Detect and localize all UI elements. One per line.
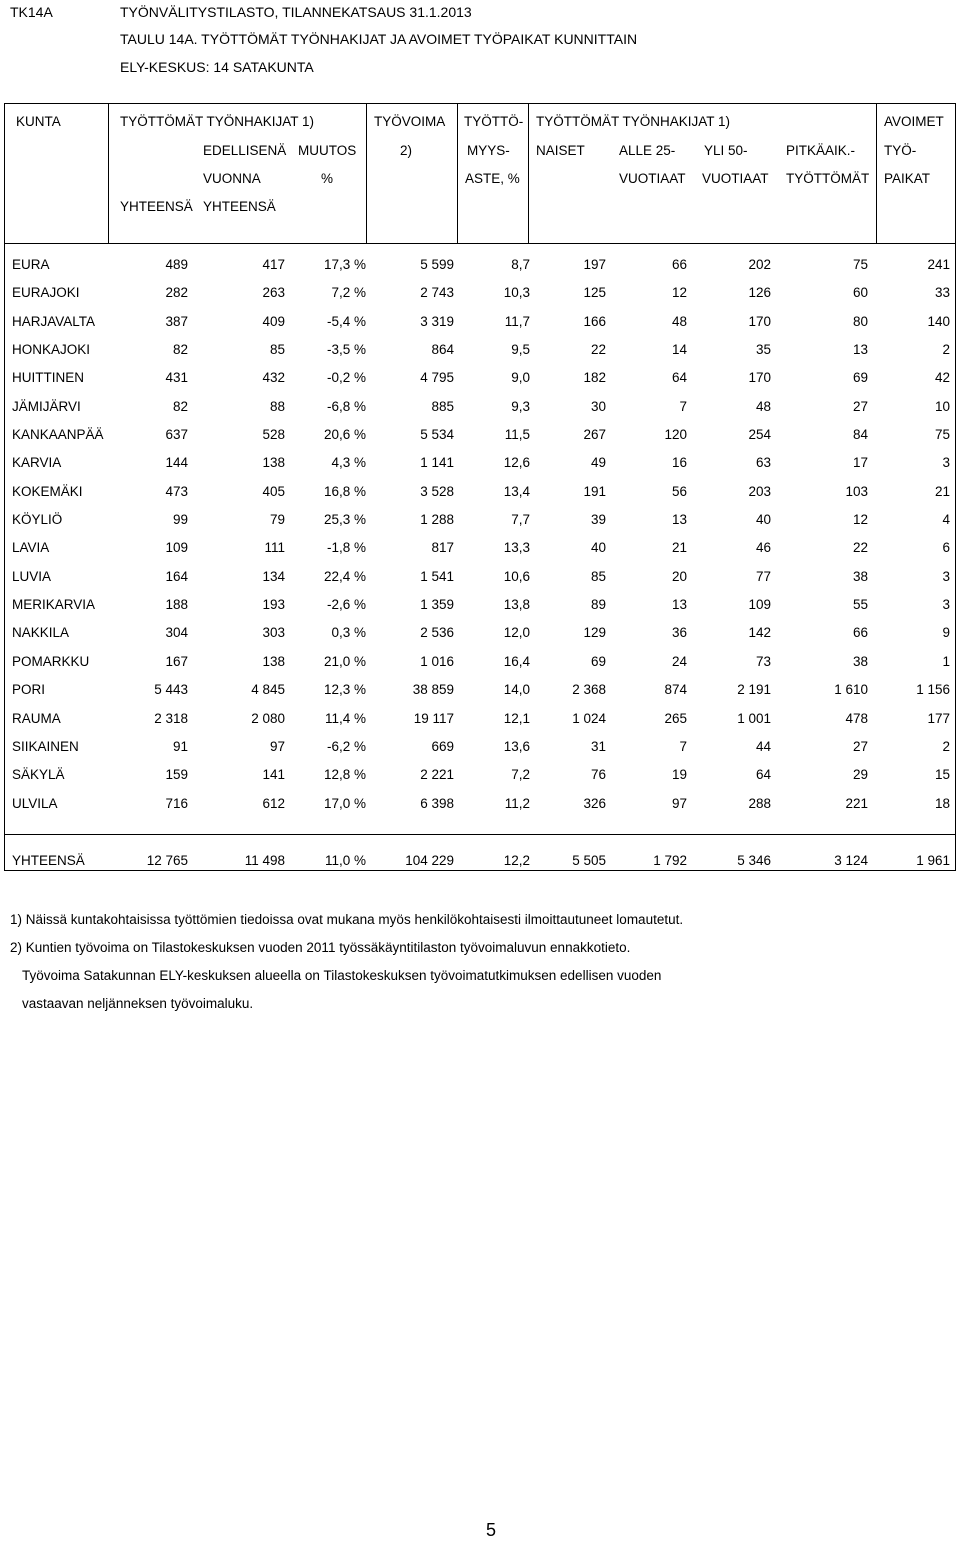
table-cell: 1 792 <box>653 853 687 868</box>
table-cell: 125 <box>583 285 606 301</box>
table-cell: 13,3 <box>503 540 530 556</box>
table-cell: 166 <box>583 313 606 329</box>
table-cell: 12,2 <box>503 853 530 868</box>
table-row <box>4 393 956 421</box>
table-cell: 11,4 % <box>324 710 366 726</box>
table-row <box>4 336 956 364</box>
table-cell: 15 <box>934 767 950 783</box>
table-cell: 4,3 % <box>331 455 366 471</box>
table-cell: 7,2 <box>511 767 530 783</box>
kunta-name: EURA <box>12 257 50 272</box>
table-cell: 0,3 % <box>331 625 366 641</box>
table-cell: 2 191 <box>737 682 771 698</box>
table-cell: 17,0 % <box>323 795 366 811</box>
table-cell: 16,8 % <box>323 483 366 499</box>
footnote-2-continued-end: vastaavan neljänneksen työvoimaluku. <box>22 996 254 1011</box>
table-cell: 89 <box>590 597 606 613</box>
kunta-name: LAVIA <box>12 540 50 556</box>
table-row <box>4 279 956 307</box>
header-naiset: NAISET <box>536 143 585 158</box>
table-row <box>4 534 956 562</box>
header-separator <box>4 243 956 244</box>
table-cell: 64 <box>671 370 687 386</box>
table-row <box>4 506 956 534</box>
table-cell: 12,8 % <box>323 767 366 783</box>
table-cell: 69 <box>590 653 606 669</box>
column-divider <box>876 103 877 243</box>
table-cell: 20,6 % <box>323 427 366 443</box>
page-number: 5 <box>486 1520 497 1540</box>
table-cell: 288 <box>748 795 771 811</box>
table-cell: 42 <box>934 370 950 386</box>
kunta-name: YHTEENSÄ <box>12 853 85 868</box>
table-cell: 2 743 <box>420 285 454 301</box>
table-cell: 40 <box>755 512 771 528</box>
table-cell: 177 <box>927 710 950 726</box>
table-cell: 30 <box>590 398 606 414</box>
table-cell: 304 <box>165 625 188 641</box>
table-cell: 120 <box>664 427 687 443</box>
header-tyovoima-note: 2) <box>400 143 413 158</box>
table-cell: 170 <box>748 313 771 329</box>
table-cell: 103 <box>845 483 868 499</box>
table-cell: 885 <box>431 398 454 414</box>
table-cell: 31 <box>590 738 606 754</box>
table-cell: 4 795 <box>420 370 454 386</box>
table-cell: 49 <box>590 455 606 471</box>
table-row <box>4 563 956 591</box>
table-cell: 159 <box>165 767 188 783</box>
table-cell: 48 <box>671 313 687 329</box>
header-kunta: KUNTA <box>16 114 61 129</box>
table-cell: 1 961 <box>916 853 950 868</box>
table-cell: 2 <box>942 738 950 754</box>
table-cell: 16,4 <box>503 653 530 669</box>
kunta-name: ULVILA <box>12 795 58 811</box>
kunta-name: JÄMIJÄRVI <box>12 398 81 414</box>
column-divider <box>457 103 458 243</box>
table-cell: 39 <box>590 512 606 528</box>
total-row <box>4 847 956 875</box>
table-cell: 33 <box>934 285 950 301</box>
table-cell: 254 <box>748 427 771 443</box>
table-cell: 85 <box>590 568 606 584</box>
table-cell: 88 <box>269 398 285 414</box>
table-cell: 19 117 <box>413 710 454 726</box>
table-cell: 326 <box>583 795 606 811</box>
table-cell: 2 368 <box>572 682 606 698</box>
table-cell: 1 156 <box>916 682 950 698</box>
table-cell: 13 <box>852 342 868 358</box>
table-cell: 21 <box>671 540 687 556</box>
table-cell: 5 534 <box>420 427 454 443</box>
footnote-2: 2) Kuntien työvoima on Tilastokeskuksen vuoden 2011 työssäkäyntitilaston työvoimaluvun ennakkotieto. <box>10 940 631 955</box>
table-cell: 55 <box>852 597 868 613</box>
table-cell: 48 <box>755 398 771 414</box>
table-cell: 8,7 <box>511 257 530 272</box>
header-yli50-vuotiaat: VUOTIAAT <box>702 171 769 186</box>
header-muutos: MUUTOS <box>298 143 357 158</box>
region-label: ELY-KESKUS: 14 SATAKUNTA <box>120 59 314 75</box>
table-cell: 6 398 <box>420 795 454 811</box>
table-cell: 141 <box>262 767 285 783</box>
table-cell: 267 <box>583 427 606 443</box>
kunta-name: KÖYLIÖ <box>12 512 63 528</box>
table-cell: 10 <box>934 398 950 414</box>
header-pitkaaik-tyottomat: TYÖTTÖMÄT <box>786 171 870 186</box>
table-cell: 4 <box>942 512 950 528</box>
table-cell: 2 <box>942 342 950 358</box>
table-cell: 303 <box>262 625 285 641</box>
table-row <box>4 308 956 336</box>
table-cell: 144 <box>165 455 188 471</box>
table-cell: 129 <box>583 625 606 641</box>
table-row <box>4 705 956 733</box>
table-cell: 817 <box>431 540 454 556</box>
table-cell: 7 <box>679 738 687 754</box>
kunta-name: KOKEMÄKI <box>12 483 83 499</box>
header-vuonna: VUONNA <box>203 171 261 186</box>
table-cell: 864 <box>431 342 454 358</box>
report-code: TK14A <box>10 4 53 20</box>
table-cell: -6,2 % <box>326 738 366 754</box>
header-avoimet-paikat: PAIKAT <box>884 171 931 186</box>
table-cell: 35 <box>755 342 771 358</box>
kunta-name: MERIKARVIA <box>12 597 96 613</box>
table-cell: -0,2 % <box>326 370 366 386</box>
table-cell: 21,0 % <box>323 653 366 669</box>
table-cell: 79 <box>269 512 285 528</box>
table-cell: 126 <box>748 285 771 301</box>
kunta-name: KARVIA <box>12 455 62 471</box>
table-cell: 612 <box>262 795 285 811</box>
table-cell: 56 <box>671 483 687 499</box>
table-cell: 14 <box>671 342 687 358</box>
table-cell: 1 610 <box>834 682 868 698</box>
kunta-name: HARJAVALTA <box>12 313 96 329</box>
table-cell: 3 <box>942 455 950 471</box>
header-tyottomat: TYÖTTÖMÄT TYÖNHAKIJAT 1) <box>120 114 315 129</box>
table-cell: 164 <box>165 568 188 584</box>
table-cell: 874 <box>664 682 687 698</box>
table-cell: 1 016 <box>420 653 454 669</box>
kunta-name: EURAJOKI <box>12 285 80 301</box>
table-cell: 473 <box>165 483 188 499</box>
kunta-name: HONKAJOKI <box>12 342 91 358</box>
table-cell: 5 505 <box>572 853 606 868</box>
column-divider <box>108 103 109 243</box>
table-cell: 76 <box>590 767 606 783</box>
header-avoimet-tyo: TYÖ- <box>884 143 917 158</box>
table-cell: 99 <box>172 512 188 528</box>
table-cell: 3 319 <box>420 313 454 329</box>
table-cell: 1 359 <box>420 597 454 613</box>
table-cell: 2 080 <box>251 710 285 726</box>
table-row <box>4 449 956 477</box>
table-cell: 13,6 <box>503 738 530 754</box>
table-row <box>4 421 956 449</box>
table-cell: 3 124 <box>834 853 868 868</box>
table-row <box>4 733 956 761</box>
table-cell: 431 <box>165 370 188 386</box>
table-cell: 12,1 <box>503 710 530 726</box>
table-cell: 16 <box>671 455 687 471</box>
header-tyottomyysaste-2: MYYS- <box>467 143 510 158</box>
table-cell: 182 <box>583 370 606 386</box>
table-cell: 669 <box>431 738 454 754</box>
table-cell: 66 <box>671 257 687 272</box>
table-cell: 9,3 <box>511 398 530 414</box>
table-cell: 13,8 <box>503 597 530 613</box>
table-row <box>4 619 956 647</box>
table-cell: 9,5 <box>511 342 530 358</box>
table-cell: 3 <box>942 597 950 613</box>
table-cell: 2 318 <box>154 710 188 726</box>
table-cell: 27 <box>852 398 868 414</box>
table-cell: 637 <box>165 427 188 443</box>
table-cell: 60 <box>852 285 868 301</box>
table-title: TAULU 14A. TYÖTTÖMÄT TYÖNHAKIJAT JA AVOIMET TYÖPAIKAT KUNNITTAIN <box>120 31 638 47</box>
table-cell: 221 <box>845 795 868 811</box>
table-cell: 202 <box>748 257 771 272</box>
table-cell: 17 <box>852 455 868 471</box>
table-cell: 12,0 <box>503 625 530 641</box>
table-cell: 138 <box>262 653 285 669</box>
table-cell: 265 <box>664 710 687 726</box>
header-alle25: ALLE 25- <box>619 143 676 158</box>
table-cell: 716 <box>165 795 188 811</box>
table-cell: 405 <box>262 483 285 499</box>
kunta-name: POMARKKU <box>12 653 90 669</box>
total-separator <box>4 834 956 835</box>
table-cell: 75 <box>852 257 868 272</box>
kunta-name: LUVIA <box>12 568 52 584</box>
table-cell: 69 <box>852 370 868 386</box>
table-cell: 20 <box>671 568 687 584</box>
header-tyottomat-breakdown: TYÖTTÖMÄT TYÖNHAKIJAT 1) <box>536 114 731 129</box>
table-cell: -6,8 % <box>326 398 366 414</box>
table-cell: 84 <box>852 427 868 443</box>
table-cell: 11,2 <box>504 795 530 811</box>
kunta-name: SIIKAINEN <box>12 738 79 754</box>
table-cell: 12 <box>671 285 687 301</box>
table-cell: 109 <box>165 540 188 556</box>
table-cell: 63 <box>755 455 771 471</box>
table-row <box>4 251 956 279</box>
table-cell: 1 288 <box>420 512 454 528</box>
table-cell: 170 <box>748 370 771 386</box>
table-cell: 3 528 <box>420 483 454 499</box>
table-cell: -3,5 % <box>326 342 366 358</box>
table-cell: 1 <box>942 653 950 669</box>
table-cell: 38 <box>852 568 868 584</box>
table-row <box>4 761 956 789</box>
table-cell: 21 <box>934 483 950 499</box>
table-cell: 36 <box>671 625 687 641</box>
table-cell: 11 498 <box>244 853 285 868</box>
table-row <box>4 648 956 676</box>
table-cell: 17,3 % <box>323 257 366 272</box>
table-cell: 111 <box>264 540 285 556</box>
header-tyottomyysaste-1: TYÖTTÖ- <box>464 114 524 129</box>
table-cell: 13 <box>671 597 687 613</box>
table-cell: 11,5 <box>504 427 530 443</box>
table-cell: 11,7 <box>504 313 530 329</box>
table-cell: 40 <box>590 540 606 556</box>
table-cell: 13,4 <box>503 483 530 499</box>
table-cell: 22,4 % <box>323 568 366 584</box>
table-cell: 1 141 <box>420 455 454 471</box>
table-row <box>4 364 956 392</box>
table-cell: 75 <box>934 427 950 443</box>
header-yhteensa: YHTEENSÄ <box>120 199 193 214</box>
header-edellisena: EDELLISENÄ <box>203 143 287 158</box>
kunta-name: HUITTINEN <box>12 370 84 386</box>
table-cell: 22 <box>590 342 606 358</box>
table-cell: 85 <box>269 342 285 358</box>
table-row <box>4 478 956 506</box>
table-cell: 38 <box>852 653 868 669</box>
table-cell: 7,2 % <box>331 285 366 301</box>
table-cell: 167 <box>165 653 188 669</box>
total-values <box>4 847 956 875</box>
table-cell: 9,0 <box>511 370 530 386</box>
table-cell: 25,3 % <box>323 512 366 528</box>
table-cell: 77 <box>755 568 771 584</box>
table-cell: 22 <box>852 540 868 556</box>
table-cell: 4 845 <box>251 682 285 698</box>
table-cell: 66 <box>852 625 868 641</box>
table-cell: 140 <box>927 313 950 329</box>
table-cell: 91 <box>172 738 188 754</box>
kunta-name: RAUMA <box>12 710 61 726</box>
table-cell: 197 <box>583 257 606 272</box>
table-cell: 12,6 <box>503 455 530 471</box>
header-avoimet: AVOIMET <box>884 114 944 129</box>
table-cell: 9 <box>942 625 950 641</box>
table-cell: 1 024 <box>572 710 606 726</box>
table-cell: 12 765 <box>146 853 188 868</box>
table-cell: 19 <box>671 767 687 783</box>
table-cell: 44 <box>755 738 771 754</box>
kunta-name: NAKKILA <box>12 625 70 641</box>
table-cell: 188 <box>165 597 188 613</box>
footnote-1: 1) Näissä kuntakohtaisissa työttömien tiedoissa ovat mukana myös henkilökohtaisesti ilmoittautuneet lomautetut. <box>10 912 684 927</box>
table-cell: 134 <box>262 568 285 584</box>
table-cell: 191 <box>583 483 606 499</box>
kunta-name: SÄKYLÄ <box>12 767 65 783</box>
table-cell: 7 <box>679 398 687 414</box>
table-cell: 38 859 <box>412 682 454 698</box>
table-cell: 1 001 <box>737 710 771 726</box>
table-cell: 64 <box>755 767 771 783</box>
table-cell: 263 <box>262 285 285 301</box>
table-cell: 10,3 <box>503 285 530 301</box>
column-divider <box>366 103 367 243</box>
table-cell: 489 <box>165 257 188 272</box>
table-cell: 1 541 <box>420 568 454 584</box>
table-cell: 3 <box>942 568 950 584</box>
table-cell: 5 346 <box>737 853 771 868</box>
table-body <box>4 251 956 818</box>
table-cell: 97 <box>269 738 285 754</box>
footnotes <box>10 906 683 1018</box>
table-cell: -1,8 % <box>326 540 366 556</box>
footnote-2-continued: Työvoima Satakunnan ELY-keskuksen alueella on Tilastokeskuksen työvoimatutkimuksen edellisen vuoden <box>22 968 662 983</box>
table-cell: -5,4 % <box>326 313 366 329</box>
table-cell: 14,0 <box>503 682 530 698</box>
table-cell: 387 <box>165 313 188 329</box>
table-cell: 6 <box>942 540 950 556</box>
report-title: TYÖNVÄLITYSTILASTO, TILANNEKATSAUS 31.1.2013 <box>120 4 472 20</box>
kunta-name: PORI <box>12 682 46 698</box>
column-divider <box>528 103 529 243</box>
table-cell: 104 229 <box>405 853 454 868</box>
table-cell: 97 <box>671 795 687 811</box>
table-cell: 417 <box>262 257 285 272</box>
table-cell: 528 <box>262 427 285 443</box>
header-yli50: YLI 50- <box>704 143 748 158</box>
table-row <box>4 676 956 704</box>
table-cell: 2 536 <box>420 625 454 641</box>
table-cell: 138 <box>262 455 285 471</box>
table-cell: 46 <box>755 540 771 556</box>
table-cell: 73 <box>755 653 771 669</box>
table-cell: 142 <box>748 625 771 641</box>
table-cell: 12,3 % <box>323 682 366 698</box>
table-cell: 241 <box>927 257 950 272</box>
kunta-name: KANKAANPÄÄ <box>12 427 104 443</box>
table-cell: 282 <box>165 285 188 301</box>
table-cell: 478 <box>845 710 868 726</box>
table-cell: 432 <box>262 370 285 386</box>
header-pitkaaik: PITKÄAIK.- <box>786 143 856 158</box>
table-cell: 11,0 % <box>324 853 366 868</box>
table-cell: 27 <box>852 738 868 754</box>
table-cell: 203 <box>748 483 771 499</box>
table-cell: 5 599 <box>420 257 454 272</box>
table-cell: 12 <box>852 512 868 528</box>
table-cell: 109 <box>748 597 771 613</box>
table-cell: 409 <box>262 313 285 329</box>
table-cell: 193 <box>262 597 285 613</box>
table-cell: -2,6 % <box>326 597 366 613</box>
table-cell: 29 <box>852 767 868 783</box>
table-cell: 82 <box>172 398 188 414</box>
header-tyottomyysaste-3: ASTE, % <box>465 171 520 186</box>
header-tyovoima: TYÖVOIMA <box>374 114 446 129</box>
table-cell: 13 <box>671 512 687 528</box>
table-cell: 24 <box>671 653 687 669</box>
header-alle25-vuotiaat: VUOTIAAT <box>619 171 686 186</box>
table-cell: 80 <box>852 313 868 329</box>
header-yhteensa-prev: YHTEENSÄ <box>203 199 276 214</box>
header-muutos-pct: % <box>321 171 334 186</box>
table-cell: 2 221 <box>420 767 454 783</box>
table-cell: 18 <box>934 795 950 811</box>
table-cell: 7,7 <box>511 512 530 528</box>
table-cell: 10,6 <box>503 568 530 584</box>
table-cell: 82 <box>172 342 188 358</box>
table-row <box>4 591 956 619</box>
table-cell: 5 443 <box>154 682 188 698</box>
table-row <box>4 790 956 818</box>
